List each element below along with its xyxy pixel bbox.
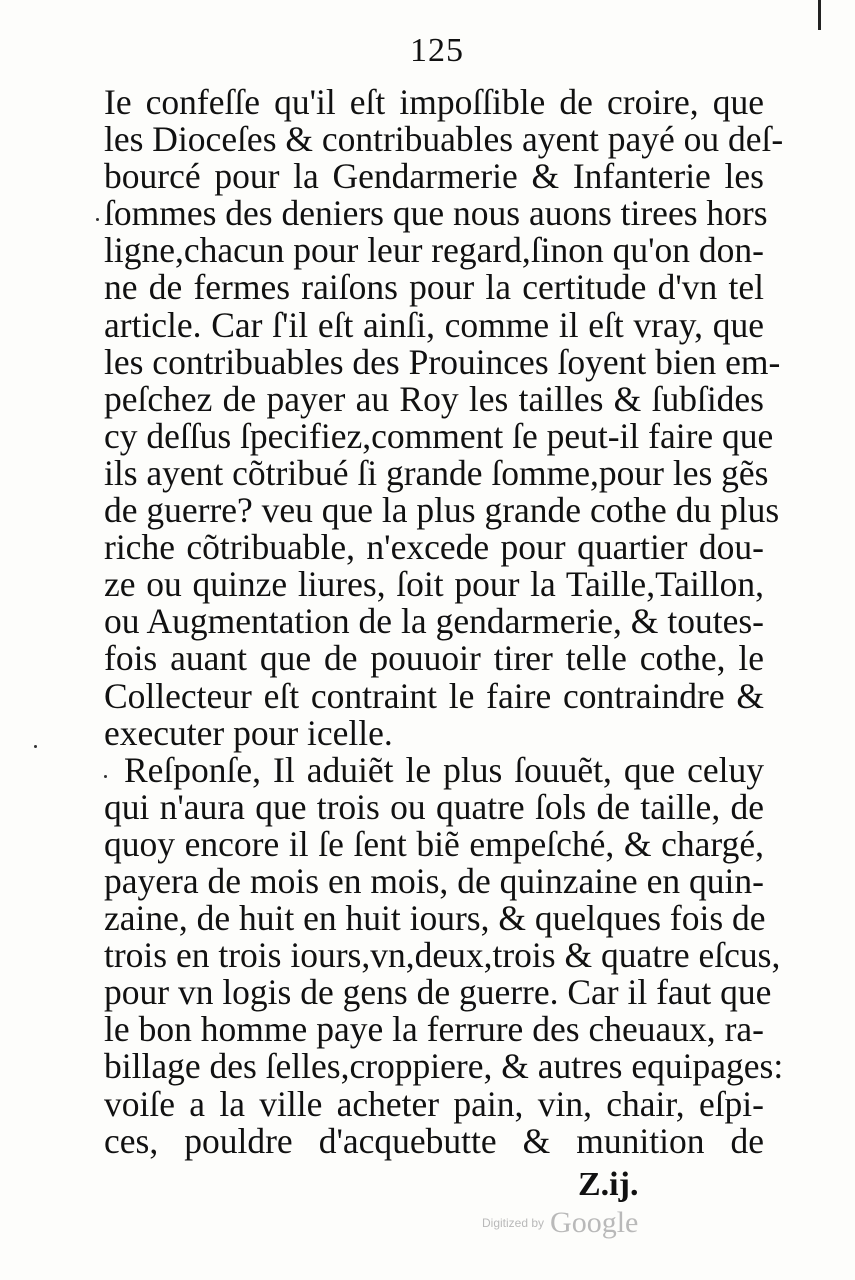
text-line: Collecteur eſt contraint le faire contraindre & xyxy=(104,675,764,716)
text-line: pour vn logis de gens de guerre. Car il faut que xyxy=(104,972,772,1013)
text-line: executer pour icelle. xyxy=(104,712,393,753)
text-line: les contribuables des Prouinces ſoyent bien em- xyxy=(104,341,781,382)
text-line: ou Augmentation de la gendarmerie, & toutes- xyxy=(104,601,764,642)
text-line: Reſponſe, Il aduiẽt le plus ſouuẽt, que celuy xyxy=(124,749,764,790)
signature-mark: Z.ij. xyxy=(578,1166,639,1203)
text-line: ne de fermes raiſons pour la certitude d'vn tel xyxy=(104,267,764,308)
text-line: peſchez de payer au Roy les tailles & ſubſides xyxy=(104,378,764,419)
text-line: bourcé pour la Gendarmerie & Infanterie les xyxy=(104,156,764,197)
text-line: ces, pouldre d'acquebutte & munition de xyxy=(104,1120,764,1161)
page-text xyxy=(104,82,784,1161)
text-line: payera de mois en mois, de quinzaine en quin- xyxy=(104,860,764,901)
text-line: quoy encore il ſe ſent biẽ empeſché, & chargé, xyxy=(104,823,764,864)
watermark-prefix: Digitized by xyxy=(482,1216,545,1230)
text-line: riche cõtribuable, n'excede pour quartier dou- xyxy=(104,527,764,568)
text-line: ils ayent cõtribué ſi grande ſomme,pour les gẽs xyxy=(104,452,769,493)
text-line: qui n'aura que trois ou quatre ſols de taille, de xyxy=(104,786,764,827)
text-line: ligne,chacun pour leur regard,ſinon qu'on don- xyxy=(104,230,764,271)
ink-speck xyxy=(104,775,107,778)
scan-edge-mark xyxy=(818,0,821,30)
text-line: article. Car ſ'il eſt ainſi, comme il eſt vray, que xyxy=(104,304,764,345)
text-line: Ie confeſſe qu'il eſt impoſſible de croire, que xyxy=(104,82,764,122)
text-line: de guerre? veu que la plus grande cothe du plus xyxy=(104,490,780,531)
text-line: zaine, de huit en huit iours, & quelques fois de xyxy=(104,898,766,939)
ink-speck xyxy=(34,745,37,748)
google-logo: Google xyxy=(550,1206,639,1239)
text-line: billage des ſelles,croppiere, & autres equipages: xyxy=(104,1046,784,1087)
text-line: trois en trois iours,vn,deux,trois & quatre eſcus, xyxy=(104,935,781,976)
ink-speck xyxy=(96,218,99,221)
text-line: cy deſſus ſpecifiez,comment ſe peut-il faire que xyxy=(104,415,774,456)
page-number: 125 xyxy=(410,32,464,69)
text-line: le bon homme paye la ferrure des cheuaux, ra- xyxy=(104,1009,764,1050)
text-line: les Dioceſes & contribuables ayent payé ou deſ- xyxy=(104,119,784,160)
text-line: voiſe a la ville acheter pain, vin, chair, eſpi- xyxy=(104,1083,764,1124)
text-line: ze ou quinze liures, ſoit pour la Taille,Taillon, xyxy=(104,564,764,605)
text-line: ſommes des deniers que nous auons tirees hors xyxy=(104,193,768,234)
digitized-watermark xyxy=(482,1206,638,1240)
text-line: fois auant que de pouuoir tirer telle cothe, le xyxy=(104,638,764,679)
